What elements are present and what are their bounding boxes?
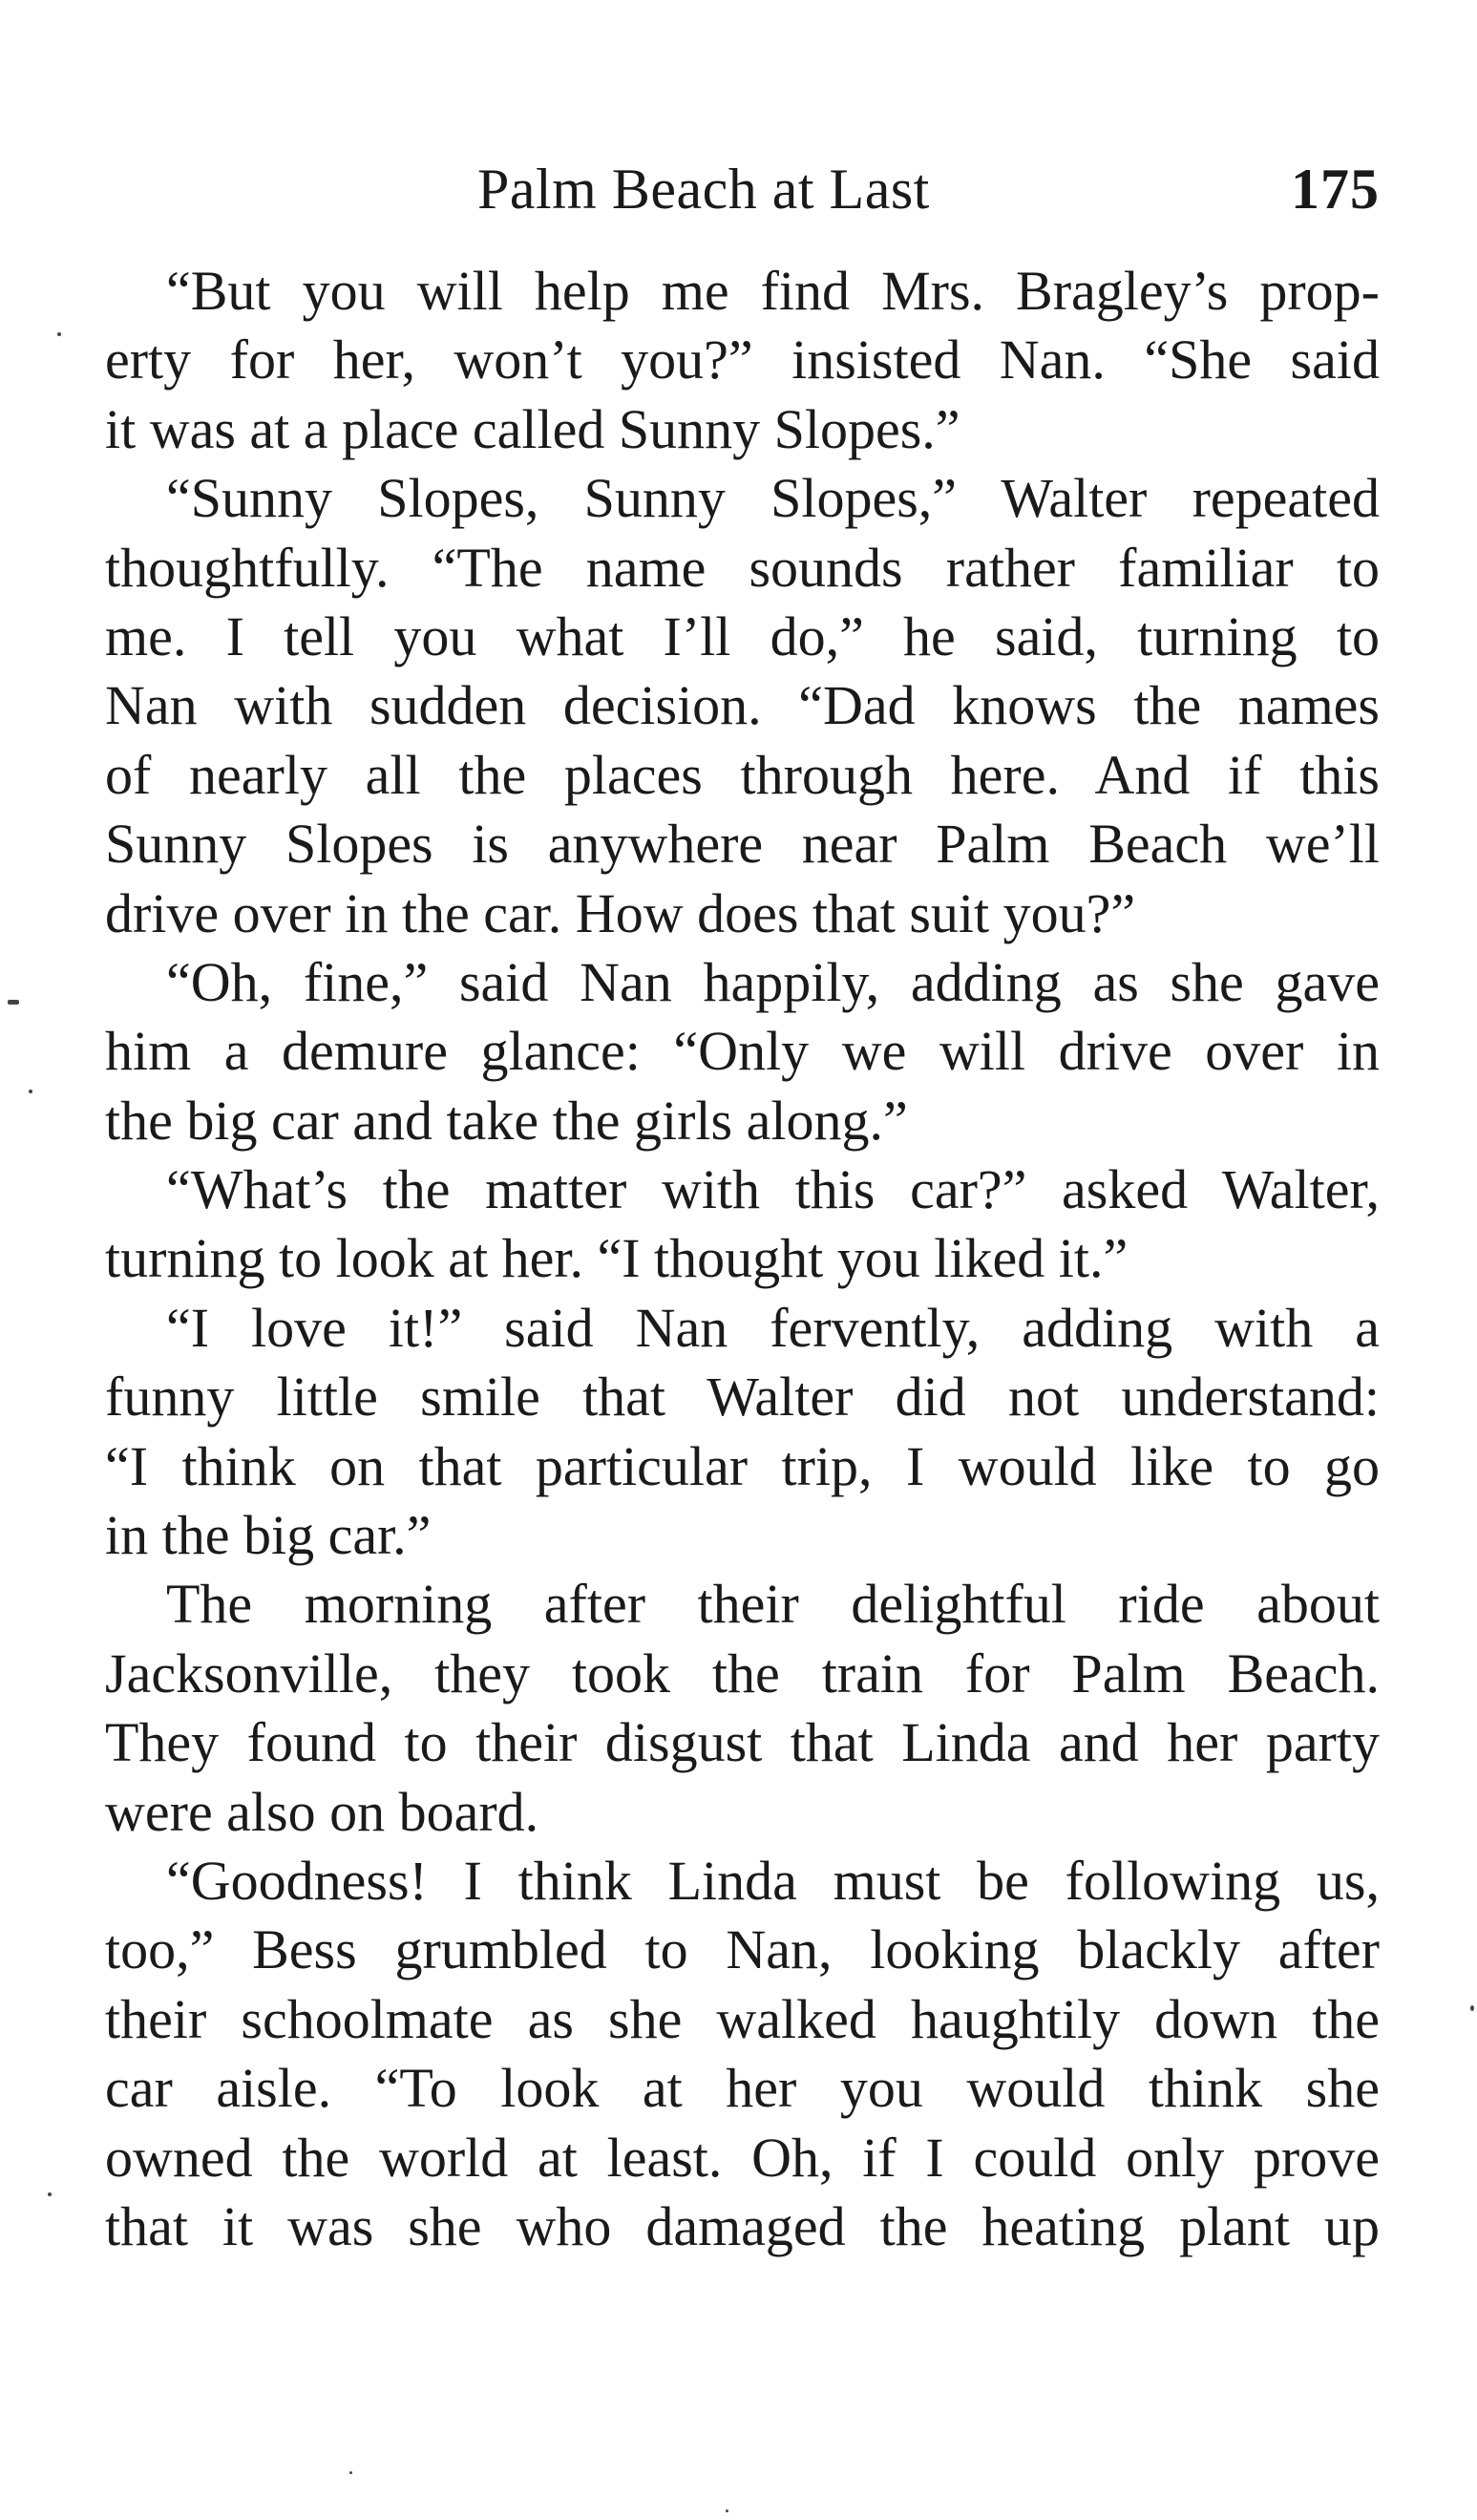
- text-line: in the big car.”: [105, 1504, 432, 1567]
- scan-speck: [29, 1090, 32, 1093]
- page-number: 175: [1291, 158, 1380, 221]
- text-line: They found to their disgust that Linda and her party: [105, 1711, 1380, 1774]
- text-line: too,” Bess grumbled to Nan, looking blackly after: [105, 1918, 1380, 1981]
- text-line: the big car and take the girls along.”: [105, 1089, 908, 1152]
- running-head: [105, 151, 1380, 227]
- scan-speck: [1470, 2005, 1474, 2011]
- text-line: The morning after their delightful ride about: [166, 1573, 1380, 1636]
- text-line: Sunny Slopes is anywhere near Palm Beach we’ll: [105, 813, 1380, 876]
- text-line: car aisle. “To look at her you would think she: [105, 2057, 1380, 2120]
- text-line: that it was she who damaged the heating plant up: [105, 2194, 1380, 2257]
- scan-speck: [726, 2509, 728, 2512]
- text-line: him a demure glance: “Only we will drive over in: [105, 1020, 1380, 1083]
- body-text: [105, 257, 1380, 2261]
- text-line: “What’s the matter with this car?” asked Walter,: [166, 1158, 1380, 1221]
- text-line: “I think on that particular trip, I would like to go: [105, 1434, 1380, 1497]
- running-title: Palm Beach at Last: [477, 158, 930, 221]
- text-line: drive over in the car. How does that suit you?”: [105, 881, 1136, 944]
- text-line: it was at a place called Sunny Slopes.”: [105, 397, 960, 460]
- text-line: funny little smile that Walter did not understand:: [105, 1366, 1380, 1429]
- text-line: “But you will help me find Mrs. Bragley’s prop-: [166, 260, 1380, 322]
- scan-speck: [8, 1000, 19, 1005]
- text-line: “Goodness! I think Linda must be following us,: [166, 1849, 1380, 1912]
- text-line: “Oh, fine,” said Nan happily, adding as she gave: [166, 950, 1380, 1013]
- scan-speck: [349, 2471, 352, 2474]
- text-line: their schoolmate as she walked haughtily down the: [105, 1987, 1380, 2050]
- scan-speck: [57, 332, 61, 336]
- text-line: erty for her, won’t you?” insisted Nan. “She said: [105, 328, 1380, 392]
- text-line: Jacksonville, they took the train for Palm Beach.: [105, 1641, 1380, 1705]
- text-line: owned the world at least. Oh, if I could only prove: [105, 2126, 1380, 2189]
- text-line: turning to look at her. “I thought you liked it.”: [105, 1227, 1129, 1290]
- scan-speck: [48, 2192, 52, 2196]
- text-line: thoughtfully. “The name sounds rather familiar to: [105, 536, 1380, 599]
- text-line: of nearly all the places through here. And if this: [105, 743, 1380, 806]
- text-line: Nan with sudden decision. “Dad knows the names: [105, 674, 1380, 737]
- text-line: were also on board.: [105, 1780, 539, 1843]
- text-line: me. I tell you what I’ll do,” he said, turning to: [105, 604, 1380, 667]
- text-line: “Sunny Slopes, Sunny Slopes,” Walter repeated: [166, 467, 1380, 530]
- text-line: “I love it!” said Nan fervently, adding with a: [166, 1296, 1380, 1359]
